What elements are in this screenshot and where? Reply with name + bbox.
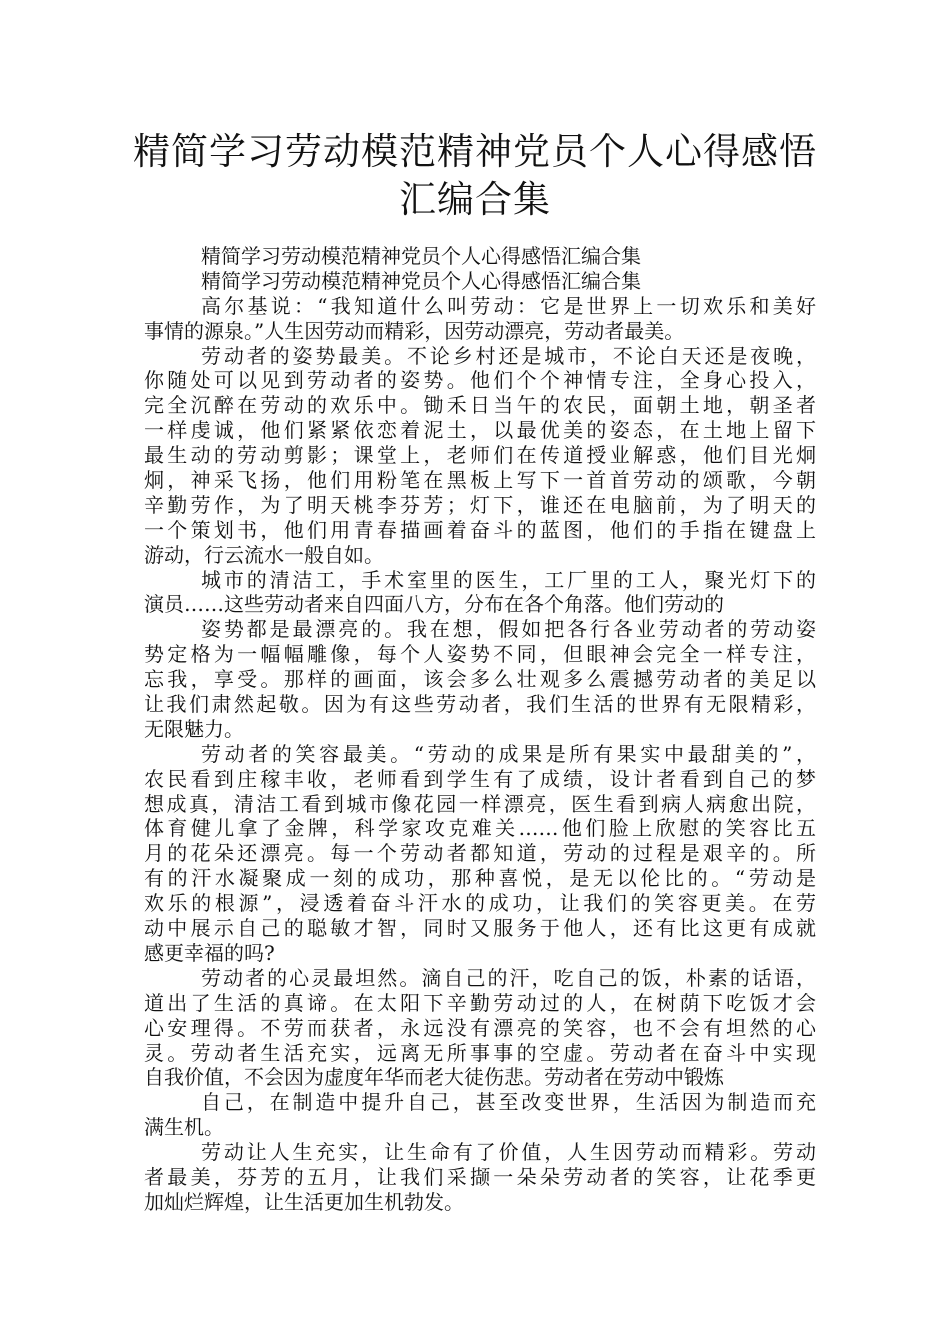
text-line: 势定格为一幅幅雕像，每个人姿势不同，但眼神会完全一样专注， bbox=[144, 642, 816, 667]
text-line: 满生机。 bbox=[144, 1115, 224, 1140]
text-line: 城市的清洁工，手术室里的医生，工厂里的工人，聚光灯下的 bbox=[201, 567, 816, 592]
text-line: 劳动者的笑容最美。“劳动的成果是所有果实中最甜美的”， bbox=[201, 741, 816, 766]
text-line: 游动，行云流水一般自如。 bbox=[144, 542, 384, 567]
text-line: 让我们肃然起敬。因为有这些劳动者，我们生活的世界有无限精彩， bbox=[144, 692, 816, 717]
text-line: 月的花朵还漂亮。每一个劳动者都知道，劳动的过程是艰辛的。所 bbox=[144, 841, 816, 866]
text-line: 你随处可以见到劳动者的姿势。他们个个神情专注，全身心投入， bbox=[144, 368, 816, 393]
text-line: 灵。劳动者生活充实，远离无所事事的空虚。劳动者在奋斗中实现 bbox=[144, 1040, 816, 1065]
text-line: 体育健儿拿了金牌，科学家攻克难关……他们脸上欣慰的笑容比五 bbox=[144, 816, 816, 841]
text-line: 无限魅力。 bbox=[144, 716, 244, 741]
text-line: 者最美，芬芳的五月，让我们采撷一朵朵劳动者的笑容，让花季更 bbox=[144, 1164, 816, 1189]
text-line: 劳动者的心灵最坦然。滴自己的汗，吃自己的饭，朴素的话语， bbox=[201, 965, 816, 990]
text-line: 加灿烂辉煌，让生活更加生机勃发。 bbox=[144, 1189, 464, 1214]
text-line: 劳动让人生充实，让生命有了价值，人生因劳动而精彩。劳动 bbox=[201, 1140, 816, 1165]
text-line: 欢乐的根源”，浸透着奋斗汗水的成功，让我们的笑容更美。在劳 bbox=[144, 891, 816, 916]
document-title-line-2: 汇编合集 bbox=[399, 178, 551, 221]
text-line: 忘我，享受。那样的画面，该会多么壮观多么震撼劳动者的美足以 bbox=[144, 667, 816, 692]
document-title-line-1: 精简学习劳动模范精神党员个人心得感悟 bbox=[133, 130, 817, 173]
text-line: 劳动者的姿势最美。不论乡村还是城市，不论白天还是夜晚， bbox=[201, 343, 816, 368]
text-line: 炯，神采飞扬，他们用粉笔在黑板上写下一首首劳动的颂歌，今朝 bbox=[144, 468, 816, 493]
text-line: 有的汗水凝聚成一刻的成功，那种喜悦，是无以伦比的。“劳动是 bbox=[144, 866, 816, 891]
text-line: 高尔基说：“我知道什么叫劳动：它是世界上一切欢乐和美好 bbox=[201, 293, 816, 318]
document-body bbox=[144, 244, 816, 1215]
text-line: 演员……这些劳动者来自四面八方，分布在各个角落。他们劳动的 bbox=[144, 592, 724, 617]
text-line: 姿势都是最漂亮的。我在想，假如把各行各业劳动者的劳动姿 bbox=[201, 617, 816, 642]
text-line: 完全沉醉在劳动的欢乐中。锄禾日当午的农民，面朝土地，朝圣者 bbox=[144, 393, 816, 418]
text-line: 自我价值，不会因为虚度年华而老大徒伤悲。劳动者在劳动中锻炼 bbox=[144, 1065, 724, 1090]
text-line: 道出了生活的真谛。在太阳下辛勤劳动过的人，在树荫下吃饭才会 bbox=[144, 990, 816, 1015]
text-line: 最生动的劳动剪影；课堂上，老师们在传道授业解惑，他们目光炯 bbox=[144, 443, 816, 468]
text-line: 精简学习劳动模范精神党员个人心得感悟汇编合集 bbox=[201, 244, 641, 268]
text-line: 自己，在制造中提升自己，甚至改变世界，生活因为制造而充 bbox=[201, 1090, 816, 1115]
text-line: 精简学习劳动模范精神党员个人心得感悟汇编合集 bbox=[201, 268, 641, 293]
text-line: 想成真，清洁工看到城市像花园一样漂亮，医生看到病人病愈出院， bbox=[144, 791, 816, 816]
text-line: 事情的源泉。”人生因劳动而精彩，因劳动漂亮，劳动者最美。 bbox=[144, 318, 685, 343]
text-line: 一样虔诚，他们紧紧依恋着泥土，以最优美的姿态，在土地上留下 bbox=[144, 418, 816, 443]
text-line: 辛勤劳作，为了明天桃李芬芳；灯下，谁还在电脑前，为了明天的 bbox=[144, 492, 816, 517]
text-line: 动中展示自己的聪敏才智，同时又服务于他人，还有比这更有成就 bbox=[144, 916, 816, 941]
text-line: 农民看到庄稼丰收，老师看到学生有了成绩，设计者看到自己的梦 bbox=[144, 766, 816, 791]
text-line: 感更幸福的吗? bbox=[144, 940, 275, 965]
text-line: 心安理得。不劳而获者，永远没有漂亮的笑容，也不会有坦然的心 bbox=[144, 1015, 816, 1040]
text-line: 一个策划书，他们用青春描画着奋斗的蓝图，他们的手指在键盘上 bbox=[144, 517, 816, 542]
